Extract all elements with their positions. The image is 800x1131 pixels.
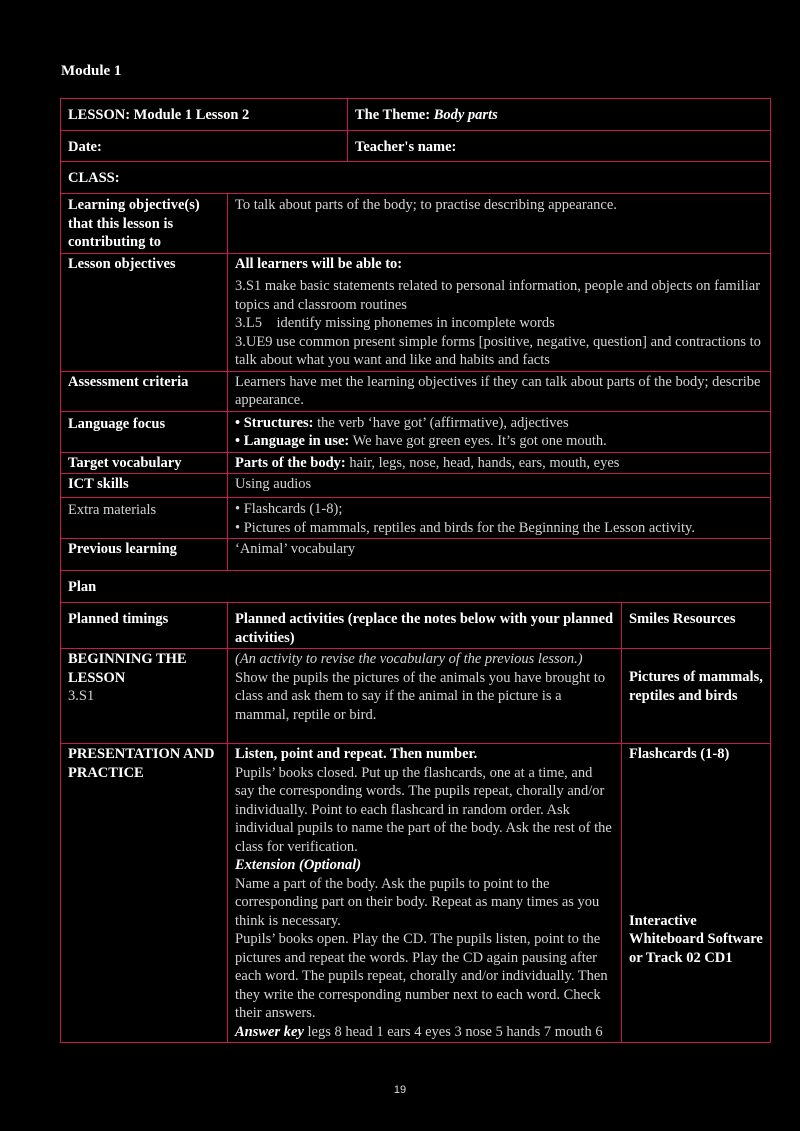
timings-header: Planned timings: [61, 603, 228, 649]
extra-item: • Pictures of mammals, reptiles and birds for the Beginning the Lesson activity.: [235, 519, 695, 536]
row-plan: [61, 571, 771, 603]
language-use-text: We have got green eyes. It’s got one mouth.: [349, 433, 607, 449]
presentation-resources-cell: [622, 744, 771, 1043]
presentation-heading: Listen, point and repeat. Then number.: [235, 746, 478, 762]
lesson-plan-table: [60, 98, 771, 1043]
row-ict: [61, 474, 771, 498]
date-cell: Date:: [61, 131, 348, 162]
activities-header: Planned activities (replace the notes below with your planned activities): [228, 603, 622, 649]
row-learning-objective: [61, 194, 771, 254]
row-plan-headers: [61, 603, 771, 649]
row-presentation: [61, 744, 771, 1043]
answer-key-label: Answer key: [235, 1023, 304, 1040]
row-previous-learning: [61, 539, 771, 571]
presentation-text2: Name a part of the body. Ask the pupils to point to the corresponding part on their body. Repeat as many times as you think is necessary.: [235, 875, 600, 929]
beginning-note: (An activity to revise the vocabulary of the previous lesson.): [235, 651, 583, 667]
row-vocabulary: [61, 452, 771, 474]
lesson-objectives-label: Lesson objectives: [61, 253, 228, 371]
assessment-label: Assessment criteria: [61, 371, 228, 411]
row-lesson: [61, 99, 771, 131]
presentation-resource-2: Interactive Whiteboard Software or Track 02 CD1: [629, 912, 763, 966]
language-focus-label: Language focus: [61, 411, 228, 452]
teacher-cell: Teacher's name:: [348, 131, 771, 162]
language-focus-cell: [228, 411, 771, 452]
objective-item: 3.S1 make basic statements related to personal information, people and objects on familiar topics and classroom routines: [235, 278, 761, 313]
presentation-activity-cell: [228, 744, 622, 1043]
structures-text: the verb ‘have got’ (affirmative), adjectives: [313, 414, 569, 431]
previous-learning-text: ‘Animal’ vocabulary: [228, 539, 771, 571]
structures-label: • Structures:: [235, 414, 314, 431]
beginning-code: 3.S1: [68, 688, 95, 704]
row-date: [61, 131, 771, 162]
lesson-cell: LESSON: Module 1 Lesson 2: [61, 99, 348, 131]
row-class: [61, 162, 771, 194]
row-beginning: [61, 649, 771, 744]
ict-text: Using audios: [228, 474, 771, 498]
class-cell: CLASS:: [61, 162, 771, 194]
beginning-resource: Pictures of mammals, reptiles and birds: [622, 649, 771, 744]
vocabulary-cell: [228, 452, 771, 474]
vocabulary-lead: Parts of the body:: [235, 454, 346, 471]
row-language-focus: [61, 411, 771, 452]
objective-item: 3.UE9 use common present simple forms [positive, negative, question] and contractions to talk about what you want and like and habits and facts: [235, 333, 761, 368]
theme-label: The Theme:: [355, 107, 434, 123]
beginning-stage: BEGINNING THE LESSON: [68, 651, 187, 686]
presentation-resource-1: Flashcards (1-8): [629, 746, 730, 762]
beginning-activity-cell: [228, 649, 622, 744]
answer-key-text: legs 8 head 1 ears 4 eyes 3 nose 5 hands 7 mouth 6: [303, 1023, 603, 1040]
beginning-stage-cell: [61, 649, 228, 744]
resources-header: Smiles Resources: [622, 603, 771, 649]
lesson-objectives-cell: [228, 253, 771, 371]
extra-item: • Flashcards (1-8);: [235, 501, 343, 517]
extra-materials-cell: [228, 498, 771, 539]
language-use-label: • Language in use:: [235, 433, 350, 449]
previous-learning-label: Previous learning: [61, 539, 228, 571]
presentation-text1: Pupils’ books closed. Put up the flashcards, one at a time, and say the corresponding words. The pupils repeat, chorally and/or individually. Point to each flashcard in random order. Ask individual pupils to name the part of the body. Ask the rest of the class for verification.: [235, 764, 612, 855]
module-heading: Module 1: [61, 63, 122, 79]
extra-materials-label: Extra materials: [61, 498, 228, 539]
beginning-text: Show the pupils the pictures of the animals you have brought to class and ask them to say if the animal in the picture is a mammal, reptile or bird.: [235, 669, 606, 723]
row-assessment: [61, 371, 771, 411]
assessment-text: Learners have met the learning objectives if they can talk about parts of the body; describe appearance.: [228, 371, 771, 411]
learning-objective-text: To talk about parts of the body; to practise describing appearance.: [228, 194, 771, 254]
plan-label: Plan: [61, 571, 771, 603]
theme-value: Body parts: [433, 107, 498, 123]
presentation-text3: Pupils’ books open. Play the CD. The pupils listen, point to the pictures and repeat the words. Play the CD again pausing after each word. The pupils repeat, chorally and/or individually. Then they write the corresponding number next to each word. Check their answers.: [235, 931, 608, 1021]
objective-item: 3.L5 identify missing phonemes in incomplete words: [235, 315, 555, 331]
theme-cell: [348, 99, 771, 131]
presentation-stage: PRESENTATION AND PRACTICE: [61, 744, 228, 1043]
row-extra-materials: [61, 498, 771, 539]
extension-label: Extension (Optional): [235, 857, 362, 873]
vocabulary-text: hair, legs, nose, head, hands, ears, mouth, eyes: [345, 454, 620, 471]
ict-label: ICT skills: [61, 474, 228, 498]
lesson-objectives-heading: All learners will be able to:: [235, 255, 403, 272]
row-lesson-objectives: [61, 253, 771, 371]
learning-objective-label: Learning objective(s) that this lesson is contributing to: [61, 194, 228, 254]
vocabulary-label: Target vocabulary: [61, 452, 228, 474]
page-number: 19: [393, 1084, 407, 1096]
